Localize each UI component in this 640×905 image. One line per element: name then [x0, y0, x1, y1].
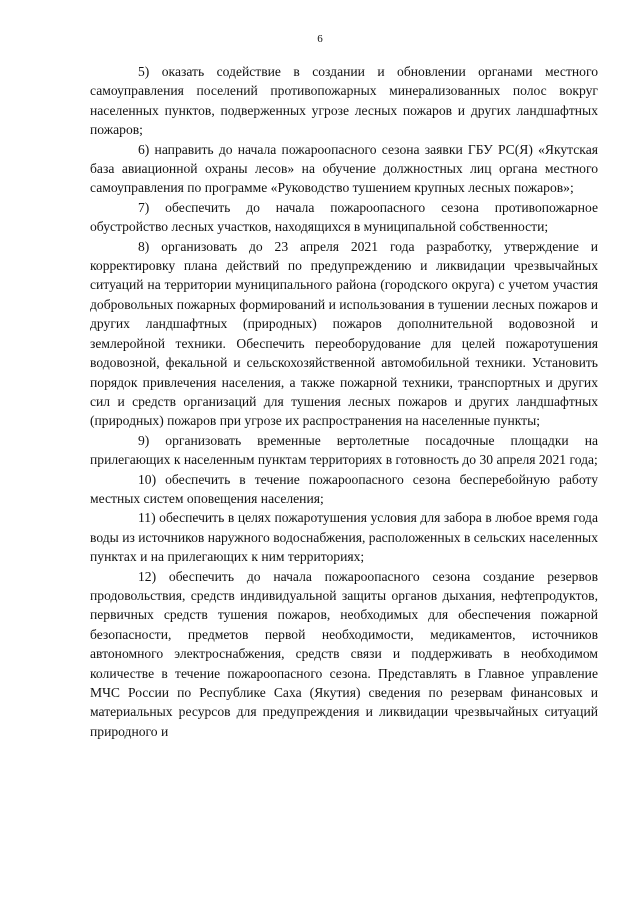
paragraph-item-5: 5) оказать содействие в создании и обновлении органами местного самоуправления поселений противопожарных минерализованных полос вокруг населенных пунктов, подверженных угрозе лесных пожаров и других ландшафтных пожаров;	[90, 64, 598, 138]
paragraph-item-12: 12) обеспечить до начала пожароопасного сезона создание резервов продовольствия, средств индивидуальной защиты органов дыхания, нефтепродуктов, первичных средств тушения пожаров, необходимых для обеспечения пожарной безопасности, предметов первой необходимости, медикаментов, источников автономного электроснабжения, средств связи и поддерживать в необходимом количестве в течение пожароопасного сезона. Представлять в Главное управление МЧС России по Республике Саха (Якутия) сведения по резервам финансовых и материальных ресурсов для предупреждения и ликвидации чрезвычайных ситуаций природного и	[90, 568, 598, 739]
paragraph-item-8: 8) организовать до 23 апреля 2021 года разработку, утверждение и корректировку плана действий по предупреждению и ликвидации чрезвычайных ситуаций на территории муниципального района (городского округа) с учетом участия добровольных пожарных формирований и использования в тушении лесных пожаров и других ландшафтных (природных) пожаров дополнительной водовозной и землеройной техники. Обеспечить переоборудование для целей пожаротушения водовозной, фекальной и сельскохозяйственной автомобильной техники. Установить порядок привлечения населения, а также пожарной техники, транспортных и других сил и средств организаций для тушения лесных пожаров и других ландшафтных (природных) пожаров при угрозе их распространения на населенные пункты;	[90, 238, 598, 429]
paragraph-item-11: 11) обеспечить в целях пожаротушения условия для забора в любое время года воды из источников наружного водоснабжения, расположенных в сельских населенных пунктах и на прилегающих к ним территориях;	[90, 510, 598, 565]
paragraph-item-9: 9) организовать временные вертолетные посадочные площадки на прилегающих к населенным пунктам территориях в готовность до 30 апреля 2021 года;	[90, 432, 598, 468]
paragraph-item-6: 6) направить до начала пожароопасного сезона заявки ГБУ РС(Я) «Якутская база авиационной охраны лесов» на обучение должностных лиц органа местного самоуправления по программе «Руководство тушением крупных лесных пожаров»;	[90, 141, 598, 196]
paragraph-item-7: 7) обеспечить до начала пожароопасного сезона противопожарное обустройство лесных участков, находящихся в муниципальной собственности;	[90, 199, 598, 235]
document-body	[90, 62, 598, 741]
paragraph-item-10: 10) обеспечить в течение пожароопасного сезона бесперебойную работу местных систем оповещения населения;	[90, 471, 598, 506]
page-number: 6	[317, 33, 323, 45]
